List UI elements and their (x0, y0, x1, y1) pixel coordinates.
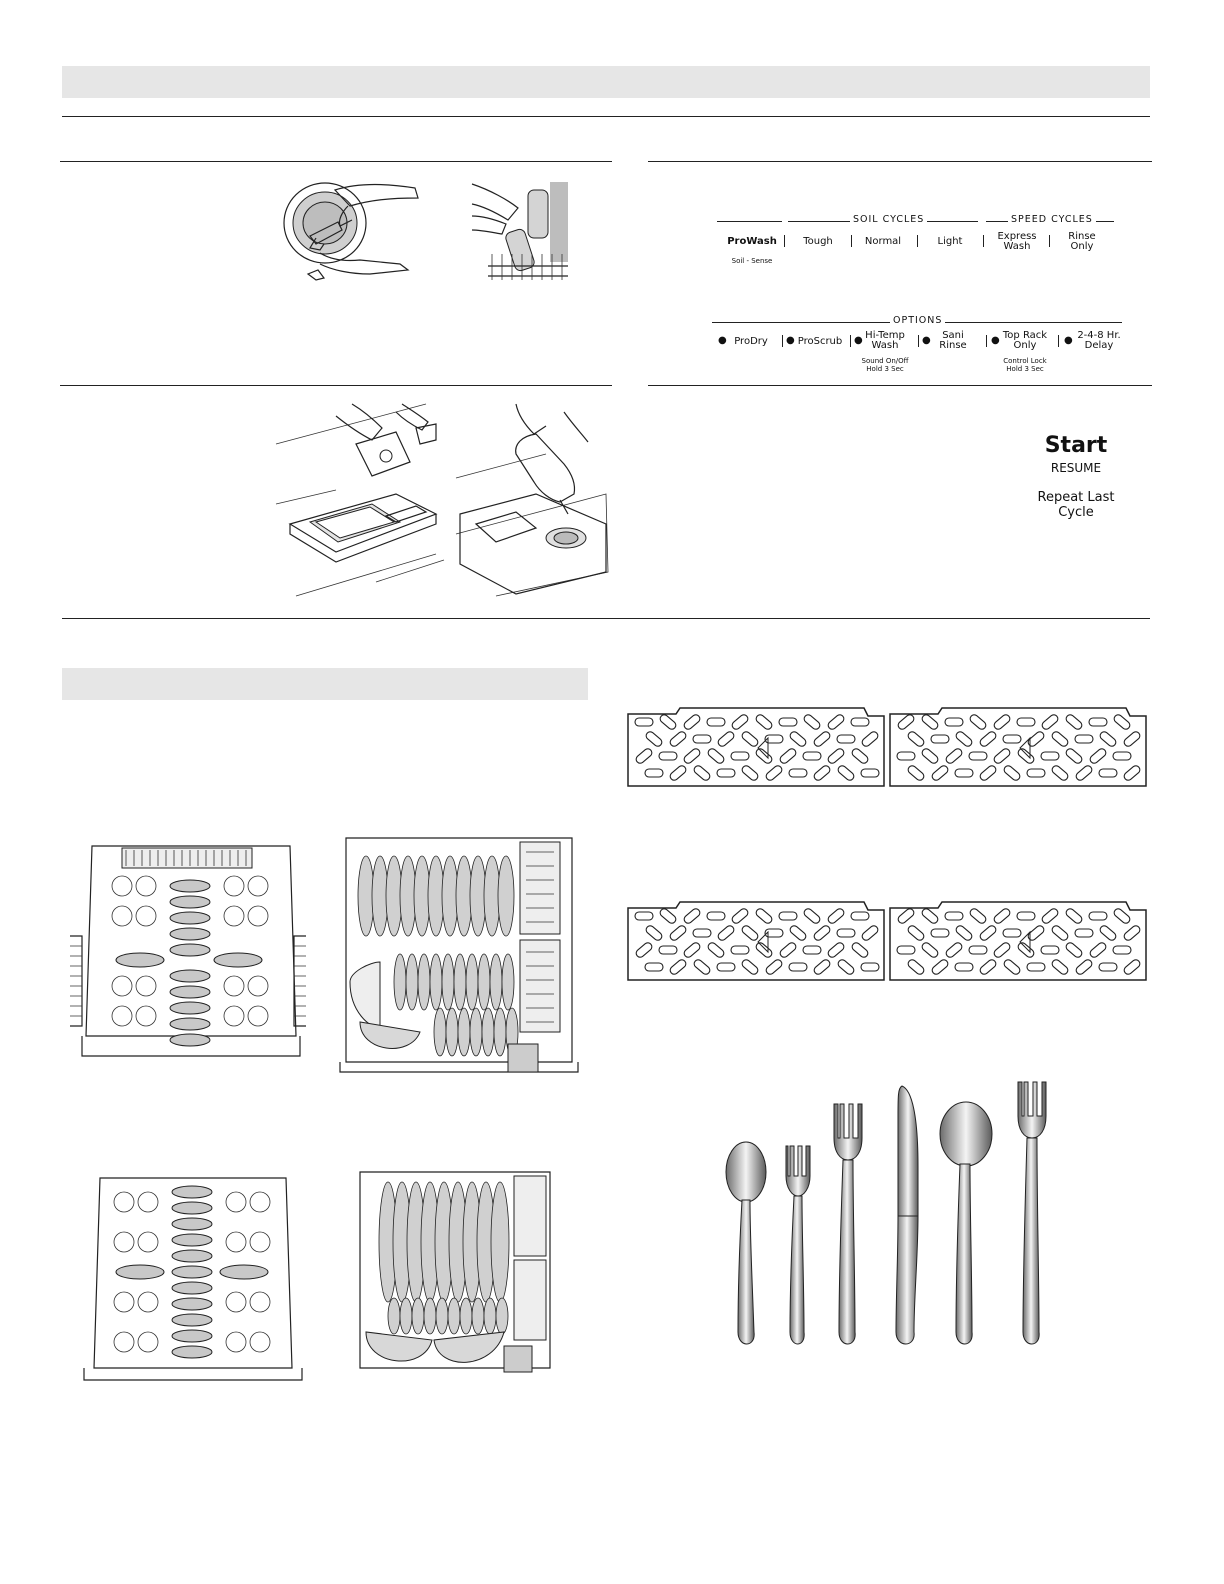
separator (918, 335, 919, 347)
option-indicator-dot: ● (718, 335, 727, 346)
detergent-pod-illustration (276, 404, 444, 596)
option-indicator-dot: ● (991, 335, 1000, 346)
separator (917, 235, 918, 247)
scrape-plate-illustration (280, 178, 445, 288)
upper-rack-illustration (80, 1172, 306, 1384)
separator (782, 335, 783, 347)
lower-rack-illustration (354, 1166, 564, 1384)
upper-rack-illustration (62, 836, 314, 1072)
left-section-rule-1 (60, 161, 612, 162)
soil-cycles-header: SOIL CYCLES (850, 214, 927, 225)
cycle-tough-button[interactable]: Tough (803, 236, 833, 247)
flatware-set (716, 1076, 1056, 1352)
header-line (717, 221, 782, 222)
lower-rack-illustration (340, 832, 580, 1078)
option-proscrub-button[interactable]: ProScrub (797, 336, 843, 347)
option-indicator-dot: ● (922, 335, 931, 346)
silverware-basket-grid (626, 900, 1150, 984)
cycle-prowash-button[interactable]: ProWash (727, 236, 777, 247)
option-delay-button[interactable]: 2-4-8 Hr. Delay (1077, 330, 1121, 351)
repeat-last-cycle-button[interactable]: Repeat Last Cycle (1037, 490, 1115, 520)
separator (983, 235, 984, 247)
loading-title-band (62, 668, 588, 700)
left-section-rule-2 (60, 385, 612, 386)
separator (851, 235, 852, 247)
cycle-rinse-only-button[interactable]: Rinse Only (1068, 231, 1096, 252)
right-section-rule-1 (648, 161, 1152, 162)
option-sani-rinse-button[interactable]: Sani Rinse (939, 330, 967, 351)
control-panel (700, 205, 1140, 385)
option-top-rack-only-button[interactable]: Top Rack Only (1002, 330, 1048, 351)
rinse-aid-illustration (456, 404, 608, 596)
top-rule (62, 116, 1150, 117)
option-indicator-dot: ● (854, 335, 863, 346)
cycle-light-button[interactable]: Light (937, 236, 963, 247)
resume-label: RESUME (1050, 461, 1102, 475)
separator (1058, 335, 1059, 347)
options-header: OPTIONS (890, 315, 945, 326)
separator (1049, 235, 1050, 247)
option-hi-temp-wash-button[interactable]: Hi-Temp Wash (865, 330, 905, 351)
cycle-normal-button[interactable]: Normal (864, 236, 902, 247)
silverware-basket-grid (626, 706, 1150, 790)
separator (850, 335, 851, 347)
top-title-band (62, 66, 1150, 98)
middle-rule (62, 618, 1150, 619)
option-prodry-button[interactable]: ProDry (734, 336, 768, 347)
cycle-express-wash-button[interactable]: Express Wash (997, 231, 1037, 252)
start-button[interactable]: Start (1044, 433, 1108, 458)
soil-sense-label: Soil - Sense (731, 257, 773, 265)
control-lock-hint: Control Lock Hold 3 Sec (1003, 357, 1047, 373)
load-glasses-illustration (470, 180, 570, 284)
option-indicator-dot: ● (1064, 335, 1073, 346)
speed-cycles-header: SPEED CYCLES (1008, 214, 1096, 225)
option-indicator-dot: ● (786, 335, 795, 346)
sound-on-off-hint: Sound On/Off Hold 3 Sec (861, 357, 909, 373)
right-section-rule-2 (648, 385, 1152, 386)
separator (784, 235, 785, 247)
separator (986, 335, 987, 347)
